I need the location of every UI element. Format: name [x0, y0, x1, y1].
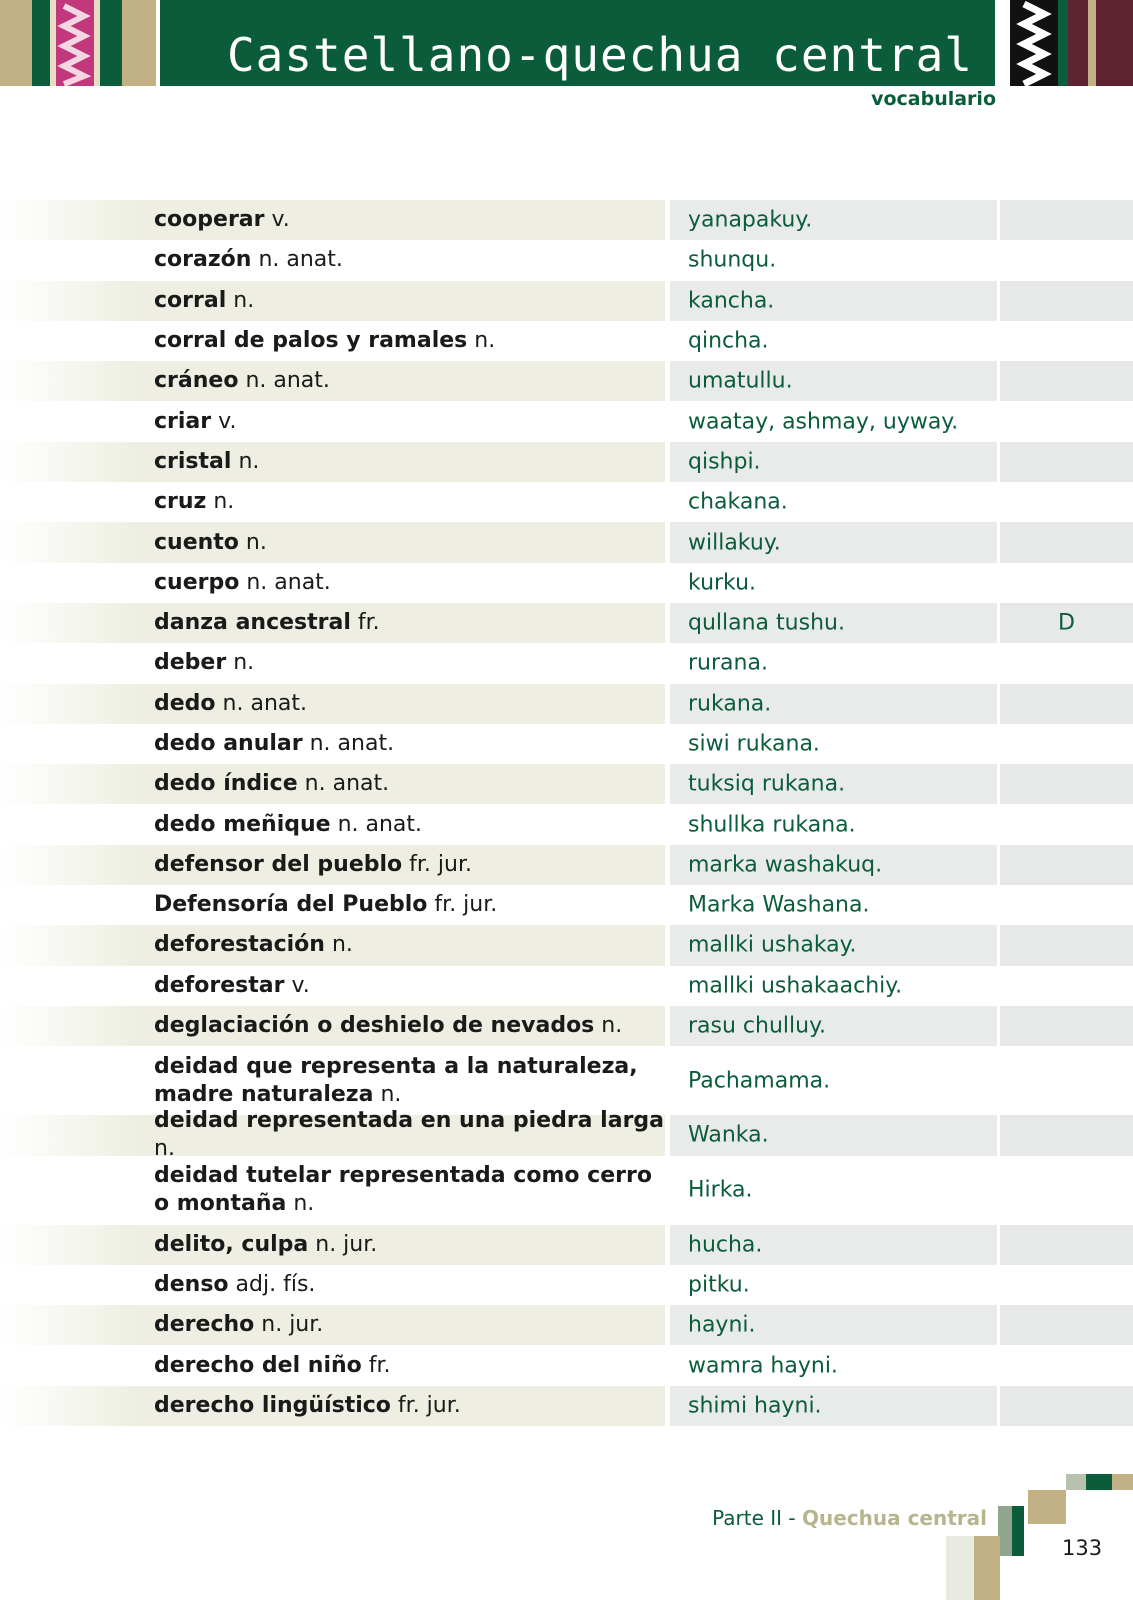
- translation-cell: [670, 361, 997, 401]
- term-pos: n. jur.: [261, 1312, 324, 1338]
- footer-section-name: Quechua central: [801, 1506, 987, 1530]
- row-margin: [0, 1006, 133, 1046]
- term-word: dedo anular: [154, 731, 303, 756]
- term-cell: [133, 1386, 665, 1426]
- letter-cell: [1000, 1006, 1133, 1046]
- translation-cell: [670, 482, 997, 522]
- header-band-green-3: [1058, 0, 1068, 86]
- term-text: [154, 367, 664, 395]
- term-cell: [133, 925, 665, 965]
- translation-cell: [670, 684, 997, 724]
- term-cell: [133, 281, 665, 321]
- row-margin: [0, 804, 133, 844]
- letter-cell: [1000, 1046, 1133, 1115]
- table-row: [0, 764, 1133, 804]
- table-row: [0, 240, 1133, 280]
- row-margin: [0, 482, 133, 522]
- term-pos: n.: [233, 650, 255, 676]
- term-cell: [133, 885, 665, 925]
- translation-text: yanapakuy.: [688, 207, 813, 233]
- row-margin: [0, 1046, 133, 1115]
- term-word: cruz: [154, 489, 207, 515]
- table-row: [0, 1345, 1133, 1385]
- translation-text: tuksiq rukana.: [688, 771, 846, 797]
- translation-cell: [670, 1156, 997, 1225]
- term-pos: v.: [271, 207, 290, 233]
- table-row: [0, 885, 1133, 925]
- translation-text: waatay, ashmay, uyway.: [688, 409, 959, 435]
- table-row: [0, 1386, 1133, 1426]
- translation-text: Wanka.: [688, 1122, 769, 1148]
- footer-decor-square: [1066, 1474, 1086, 1490]
- table-row: [0, 1046, 1133, 1115]
- translation-cell: [670, 764, 997, 804]
- term-cell: [133, 1225, 665, 1265]
- row-margin: [0, 1305, 133, 1345]
- term-word: dedo: [154, 690, 216, 716]
- row-margin: [0, 1115, 133, 1155]
- table-row: [0, 925, 1133, 965]
- page-number: 133: [1062, 1536, 1103, 1560]
- table-row: [0, 643, 1133, 683]
- translation-text: kurku.: [688, 570, 757, 596]
- term-cell: [133, 603, 665, 643]
- translation-cell: [670, 1305, 997, 1345]
- table-row: [0, 442, 1133, 482]
- page-title: Castellano-quechua central: [226, 28, 973, 82]
- translation-text: shullka rukana.: [688, 812, 856, 838]
- footer-decor-square: [1112, 1474, 1133, 1490]
- table-row: [0, 684, 1133, 724]
- table-row: [0, 724, 1133, 764]
- row-margin: [0, 603, 133, 643]
- term-word: corazón: [154, 247, 252, 273]
- term-word: denso: [154, 1271, 229, 1297]
- term-text: [154, 1162, 664, 1218]
- letter-cell: [1000, 361, 1133, 401]
- letter-cell: [1000, 1386, 1133, 1426]
- term-text: [154, 609, 664, 637]
- row-margin: [0, 885, 133, 925]
- letter-cell: [1000, 321, 1133, 361]
- row-margin: [0, 522, 133, 562]
- footer-decor-square: [974, 1536, 1000, 1600]
- term-pos: n. anat.: [245, 368, 330, 394]
- term-word: cuerpo: [154, 569, 240, 595]
- table-row: [0, 1006, 1133, 1046]
- table-row: [0, 401, 1133, 441]
- term-text: [154, 1012, 664, 1040]
- letter-cell: [1000, 845, 1133, 885]
- translation-text: pitku.: [688, 1272, 750, 1298]
- term-pos: n.: [601, 1013, 623, 1039]
- letter-cell: [1000, 1265, 1133, 1305]
- letter-cell: [1000, 603, 1133, 643]
- translation-text: shimi hayni.: [688, 1393, 822, 1419]
- table-row: [0, 1156, 1133, 1225]
- term-pos: adj. fís.: [235, 1271, 316, 1297]
- translation-cell: [670, 1225, 997, 1265]
- row-margin: [0, 1156, 133, 1225]
- table-row: [0, 845, 1133, 885]
- header-band-tan-2: [122, 0, 156, 86]
- term-pos: fr.: [357, 610, 380, 636]
- term-pos: n.: [213, 489, 235, 515]
- row-margin: [0, 925, 133, 965]
- translation-cell: [670, 240, 997, 280]
- translation-cell: [670, 442, 997, 482]
- translation-cell: [670, 321, 997, 361]
- page-subtitle: vocabulario: [871, 88, 996, 110]
- header-band-maroon: [1068, 0, 1088, 86]
- term-word: deglaciación o deshielo de nevados: [154, 1013, 595, 1039]
- term-cell: [133, 200, 665, 240]
- translation-text: kancha.: [688, 288, 775, 314]
- term-pos: n. anat.: [258, 247, 343, 273]
- letter-cell: [1000, 1305, 1133, 1345]
- term-pos: fr. jur.: [397, 1392, 461, 1418]
- term-cell: [133, 724, 665, 764]
- term-word: derecho: [154, 1312, 255, 1338]
- translation-text: shunqu.: [688, 247, 777, 273]
- table-row: [0, 966, 1133, 1006]
- term-cell: [133, 401, 665, 441]
- letter-cell: [1000, 1156, 1133, 1225]
- translation-cell: [670, 1115, 997, 1155]
- letter-cell: [1000, 401, 1133, 441]
- term-cell: [133, 1156, 665, 1225]
- term-text: [154, 287, 664, 315]
- letter-cell: [1000, 522, 1133, 562]
- term-cell: [133, 1305, 665, 1345]
- letter-cell: [1000, 281, 1133, 321]
- header-band-green-2: [100, 0, 122, 86]
- term-word: cráneo: [154, 368, 239, 394]
- term-cell: [133, 804, 665, 844]
- table-row: [0, 482, 1133, 522]
- letter-cell: [1000, 1345, 1133, 1385]
- term-cell: [133, 522, 665, 562]
- term-text: [154, 690, 664, 718]
- header-band-tan-3: [1088, 0, 1096, 86]
- term-pos: n.: [474, 328, 496, 354]
- translation-cell: [670, 804, 997, 844]
- letter-cell: [1000, 1225, 1133, 1265]
- table-row: [0, 804, 1133, 844]
- row-margin: [0, 1386, 133, 1426]
- table-row: [0, 1265, 1133, 1305]
- term-text: [154, 1352, 664, 1380]
- term-cell: [133, 321, 665, 361]
- translation-cell: [670, 925, 997, 965]
- table-row: [0, 1225, 1133, 1265]
- letter-cell: [1000, 240, 1133, 280]
- row-margin: [0, 240, 133, 280]
- term-pos: n.: [238, 448, 260, 474]
- translation-cell: [670, 522, 997, 562]
- translation-cell: [670, 1386, 997, 1426]
- term-word: deber: [154, 650, 227, 676]
- letter-cell: [1000, 764, 1133, 804]
- zigzag-pattern-left-icon: [56, 0, 94, 86]
- term-cell: [133, 764, 665, 804]
- term-text: [154, 488, 664, 516]
- term-pos: n. anat.: [337, 811, 423, 837]
- row-margin: [0, 764, 133, 804]
- term-word: deidad que representa a la naturaleza, madre naturaleza: [154, 1053, 638, 1107]
- term-word: Defensoría del Pueblo: [154, 892, 428, 918]
- letter-cell: [1000, 966, 1133, 1006]
- term-cell: [133, 1108, 665, 1162]
- term-pos: n.: [233, 287, 255, 313]
- term-text: [154, 569, 664, 597]
- term-pos: n. anat.: [304, 771, 390, 797]
- section-letter: D: [1058, 610, 1075, 636]
- term-pos: n. anat.: [222, 690, 307, 716]
- header-band-green: [32, 0, 50, 86]
- term-text: [154, 811, 664, 839]
- term-pos: n.: [293, 1191, 315, 1217]
- table-row: [0, 281, 1133, 321]
- table-row: [0, 1108, 1133, 1162]
- row-margin: [0, 200, 133, 240]
- translation-text: mallki ushakay.: [688, 932, 857, 958]
- term-text: [154, 529, 664, 557]
- row-margin: [0, 966, 133, 1006]
- row-margin: [0, 684, 133, 724]
- letter-cell: [1000, 925, 1133, 965]
- translation-cell: [670, 401, 997, 441]
- term-pos: fr.: [368, 1352, 391, 1378]
- translation-text: wamra hayni.: [688, 1353, 838, 1379]
- row-margin: [0, 1265, 133, 1305]
- translation-text: hucha.: [688, 1232, 763, 1258]
- term-cell: [133, 482, 665, 522]
- translation-cell: [670, 1265, 997, 1305]
- letter-cell: [1000, 482, 1133, 522]
- term-cell: [133, 643, 665, 683]
- term-text: [154, 891, 664, 919]
- term-word: cuento: [154, 529, 239, 555]
- term-text: [154, 851, 664, 879]
- translation-cell: [670, 966, 997, 1006]
- translation-cell: [670, 281, 997, 321]
- letter-cell: [1000, 804, 1133, 844]
- translation-text: hayni.: [688, 1312, 756, 1338]
- translation-cell: [670, 200, 997, 240]
- header-band-maroon-2: [1096, 0, 1133, 86]
- letter-cell: [1000, 643, 1133, 683]
- translation-text: mallki ushakaachiy.: [688, 973, 903, 999]
- term-pos: n. anat.: [246, 569, 331, 595]
- translation-cell: [670, 1006, 997, 1046]
- letter-cell: [1000, 684, 1133, 724]
- term-word: defensor del pueblo: [154, 851, 403, 877]
- term-text: [154, 649, 664, 677]
- letter-cell: [1000, 563, 1133, 603]
- term-word: corral de palos y ramales: [154, 328, 468, 354]
- term-text: [154, 246, 664, 274]
- term-text: [154, 730, 664, 758]
- term-cell: [133, 1046, 665, 1115]
- letter-cell: [1000, 885, 1133, 925]
- row-margin: [0, 724, 133, 764]
- footer-part: Parte II -: [712, 1506, 802, 1530]
- term-text: [154, 1231, 664, 1259]
- term-pos: v.: [291, 972, 310, 998]
- term-text: [154, 408, 664, 436]
- term-word: deidad tutelar representada como cerro o montaña: [154, 1163, 652, 1217]
- term-word: danza ancestral: [154, 610, 351, 636]
- term-word: derecho lingüístico: [154, 1392, 391, 1418]
- term-word: criar: [154, 408, 212, 434]
- term-pos: fr. jur.: [434, 892, 498, 918]
- term-cell: [133, 240, 665, 280]
- term-text: [154, 1311, 664, 1339]
- row-margin: [0, 361, 133, 401]
- table-row: [0, 603, 1133, 643]
- row-margin: [0, 1345, 133, 1385]
- header-title-bar: [160, 0, 995, 86]
- header-band-tan: [0, 0, 32, 86]
- translation-text: marka washakuq.: [688, 852, 883, 878]
- term-word: dedo meñique: [154, 811, 331, 837]
- footer-section-label: [712, 1506, 987, 1530]
- letter-cell: [1000, 442, 1133, 482]
- term-cell: [133, 845, 665, 885]
- term-word: dedo índice: [154, 771, 298, 797]
- translation-cell: [670, 603, 997, 643]
- footer-decor-square: [946, 1536, 974, 1600]
- footer-decor-square: [1012, 1506, 1024, 1556]
- term-text: [154, 972, 664, 1000]
- table-row: [0, 200, 1133, 240]
- letter-cell: [1000, 1115, 1133, 1155]
- term-text: [154, 1053, 664, 1109]
- row-margin: [0, 401, 133, 441]
- term-text: [154, 1271, 664, 1299]
- term-cell: [133, 966, 665, 1006]
- term-text: [154, 931, 664, 959]
- term-word: derecho del niño: [154, 1352, 362, 1378]
- translation-text: qincha.: [688, 328, 769, 354]
- translation-cell: [670, 845, 997, 885]
- translation-text: qullana tushu.: [688, 610, 845, 636]
- term-word: corral: [154, 287, 227, 313]
- translation-text: Pachamama.: [688, 1068, 831, 1094]
- term-word: deidad representada en una piedra larga: [154, 1108, 665, 1134]
- term-cell: [133, 1265, 665, 1305]
- translation-text: Hirka.: [688, 1177, 753, 1203]
- term-cell: [133, 442, 665, 482]
- term-pos: n. anat.: [309, 731, 395, 756]
- translation-text: rurana.: [688, 650, 768, 676]
- translation-text: Marka Washana.: [688, 892, 870, 918]
- term-word: cristal: [154, 448, 232, 474]
- table-row: [0, 1305, 1133, 1345]
- page-header: [0, 0, 1133, 88]
- term-pos: n.: [380, 1081, 402, 1107]
- row-margin: [0, 845, 133, 885]
- footer-decor-square: [998, 1506, 1012, 1556]
- term-pos: n. jur.: [315, 1231, 378, 1257]
- table-row: [0, 563, 1133, 603]
- term-cell: [133, 1006, 665, 1046]
- term-text: [154, 448, 664, 476]
- term-pos: n.: [245, 529, 267, 555]
- term-pos: n.: [331, 932, 353, 958]
- row-margin: [0, 1225, 133, 1265]
- term-word: delito, culpa: [154, 1231, 309, 1257]
- term-pos: fr. jur.: [409, 851, 472, 877]
- row-margin: [0, 643, 133, 683]
- term-cell: [133, 1345, 665, 1385]
- term-text: [154, 327, 664, 355]
- term-word: deforestar: [154, 972, 285, 998]
- translation-text: rasu chulluy.: [688, 1013, 826, 1039]
- letter-cell: [1000, 200, 1133, 240]
- row-margin: [0, 281, 133, 321]
- term-cell: [133, 563, 665, 603]
- term-cell: [133, 684, 665, 724]
- row-margin: [0, 563, 133, 603]
- term-word: cooperar: [154, 207, 265, 233]
- term-pos: v.: [218, 408, 237, 434]
- translation-cell: [670, 563, 997, 603]
- translation-cell: [670, 643, 997, 683]
- term-word: deforestación: [154, 932, 325, 958]
- row-margin: [0, 442, 133, 482]
- translation-cell: [670, 1345, 997, 1385]
- translation-text: siwi rukana.: [688, 731, 820, 757]
- term-text: [154, 770, 664, 798]
- term-text: [154, 1392, 664, 1420]
- translation-text: umatullu.: [688, 368, 793, 394]
- translation-cell: [670, 885, 997, 925]
- translation-text: qishpi.: [688, 449, 761, 475]
- zigzag-pattern-right-icon: [1010, 0, 1058, 86]
- table-row: [0, 321, 1133, 361]
- letter-cell: [1000, 724, 1133, 764]
- footer-decor-square: [1028, 1490, 1066, 1524]
- translation-cell: [670, 724, 997, 764]
- footer-decor-square: [1086, 1474, 1112, 1490]
- term-cell: [133, 361, 665, 401]
- table-row: [0, 361, 1133, 401]
- translation-text: rukana.: [688, 691, 772, 717]
- vocabulary-table: [0, 200, 1133, 1426]
- table-row: [0, 522, 1133, 562]
- translation-text: chakana.: [688, 489, 788, 515]
- term-pos: n.: [154, 1136, 175, 1162]
- translation-text: willakuy.: [688, 530, 781, 556]
- row-margin: [0, 321, 133, 361]
- term-text: [154, 206, 664, 234]
- translation-cell: [670, 1046, 997, 1115]
